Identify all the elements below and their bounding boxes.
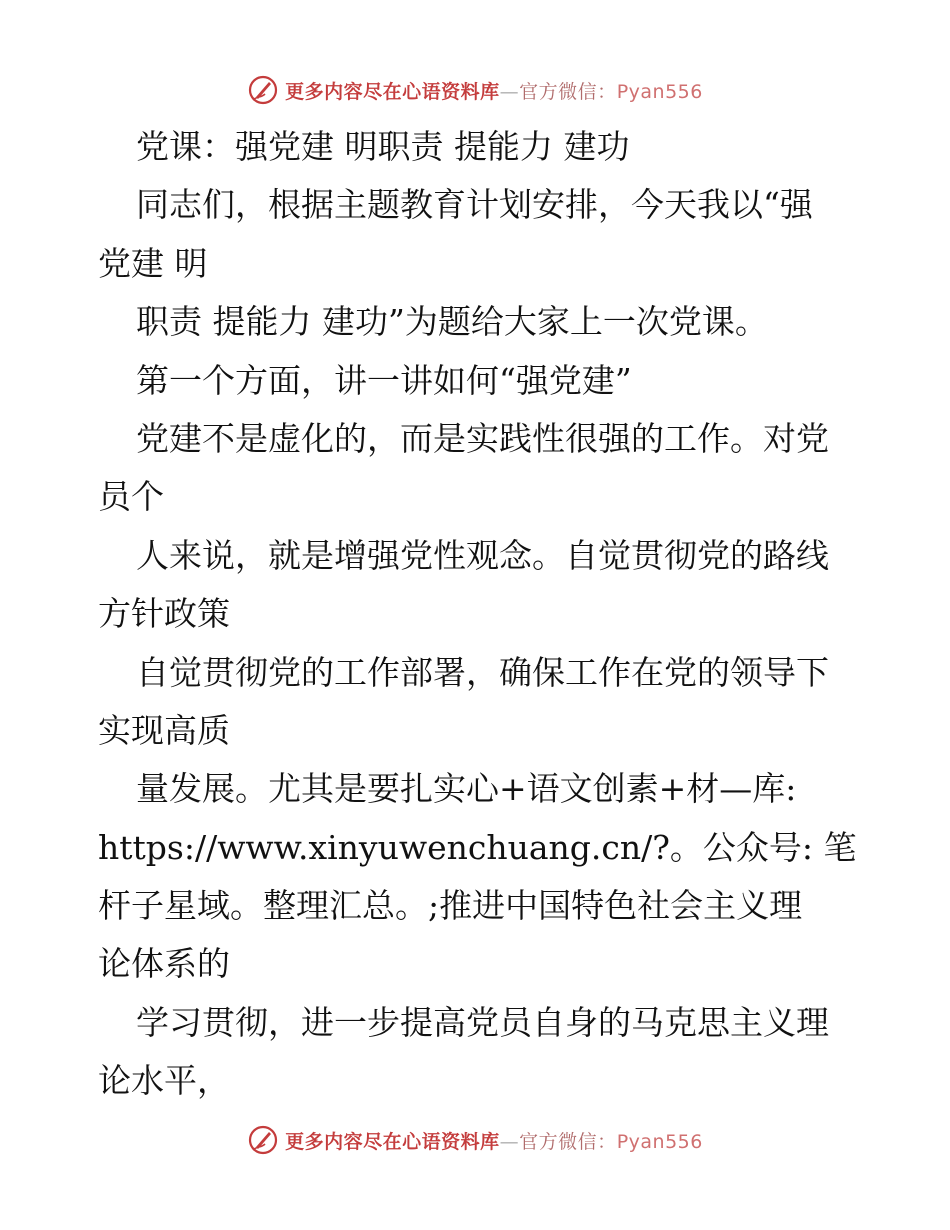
doc-line: 同志们，根据主题教育计划安排，今天我以“强 [136,185,813,225]
header-slogan: 更多内容尽在心语资料库 [285,80,500,103]
doc-line: 党建 明 [98,243,208,283]
doc-line-url: https://www.xinyuwenchuang.cn/?。公众号: 笔 [98,827,857,867]
footer-separator: — [499,1130,520,1153]
doc-line: 人来说，就是增强党性观念。自觉贯彻党的路线 [136,535,829,575]
doc-line: 方针政策 [98,594,230,634]
doc-line: 员个 [98,477,164,517]
document-body [98,118,858,1111]
doc-line: 论体系的 [98,944,230,984]
quill-logo-icon [247,74,279,106]
footer-banner-text [285,1127,703,1154]
header-banner-text [285,77,703,104]
doc-line: 职责 提能力 建功”为题给大家上一次党课。 [136,302,768,342]
footer-banner-content [247,1124,703,1156]
header-banner [0,70,950,110]
doc-line-section-heading: 第一个方面，讲一讲如何“强党建” [136,360,632,400]
header-separator: — [499,80,520,103]
doc-line: 自觉贯彻党的工作部署，确保工作在党的领导下 [136,652,829,692]
header-banner-content [247,74,703,106]
doc-line: 实现高质 [98,710,230,750]
footer-wechat-id: Pyan556 [616,1130,703,1153]
doc-line: 论水平， [98,1061,230,1101]
footer-slogan: 更多内容尽在心语资料库 [285,1130,500,1153]
header-wechat-id: Pyan556 [616,80,703,103]
doc-line: 学习贯彻，进一步提高党员自身的马克思主义理 [136,1002,829,1042]
quill-logo-icon [247,1124,279,1156]
footer-banner [0,1120,950,1160]
doc-line: 党建不是虚化的，而是实践性很强的工作。对党 [136,418,829,458]
doc-line-title: 党课：强党建 明职责 提能力 建功 [136,127,630,166]
footer-wechat-label: 官方微信： [519,1130,617,1153]
doc-line: 量发展。尤其是要扎实心+语文创素+材—库: [136,769,797,809]
doc-line: 杆子星域。整理汇总。;推进中国特色社会主义理 [98,886,803,926]
header-wechat-label: 官方微信： [519,80,617,103]
